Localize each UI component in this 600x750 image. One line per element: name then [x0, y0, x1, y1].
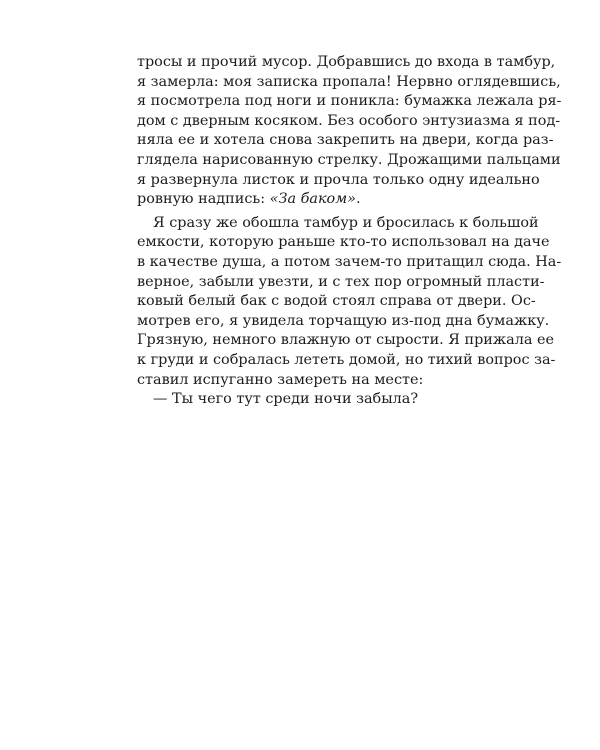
- p2-line-4: верное, забыли увезти, и с тех пор огромный пласти-: [137, 273, 545, 290]
- text-block: [137, 53, 562, 410]
- dialogue-line: — Ты чего тут среди ночи забыла?: [153, 391, 419, 408]
- p2-line-7: Грязную, немного влажную от сырости. Я прижала ее: [137, 332, 555, 349]
- p1-line-4: дом с дверным косяком. Без особого энтузиазма я под-: [137, 112, 561, 129]
- p2-line-1: Я сразу же обошла тамбур и бросилась к большой: [153, 214, 539, 231]
- p1-line-2: я замерла: моя записка пропала! Нервно оглядевшись,: [137, 73, 561, 90]
- p1-line-7: я развернула листок и прочла только одну идеально: [137, 171, 540, 188]
- p1-line-8: [137, 190, 491, 210]
- p1-line-1: тросы и прочий мусор. Добравшись до входа в тамбур,: [137, 54, 556, 70]
- p2-line-5: ковый белый бак с водой стоял справа от двери. Ос-: [137, 293, 536, 310]
- p2-line-2: емкости, которую раньше кто-то использовал на даче: [137, 234, 550, 251]
- p2-line-9: ставил испуганно замереть на месте:: [137, 371, 424, 388]
- p2-line-3: в качестве душа, а потом зачем-то притащил сюда. На-: [137, 253, 562, 270]
- p1-line-6: глядела нарисованную стрелку. Дрожащими пальцами: [137, 151, 561, 168]
- note-text-emphasis: «За баком»: [269, 191, 356, 208]
- p2-line-6: мотрев его, я увидела торчащую из-под дна бумажку.: [137, 312, 550, 329]
- p1-line-8-prefix: ровную надпись:: [137, 191, 270, 208]
- p1-line-3: я посмотрела под ноги и поникла: бумажка лежала ря-: [137, 93, 562, 110]
- p2-line-8: к груди и собралась лететь домой, но тихий вопрос за-: [137, 351, 556, 368]
- p1-line-8-suffix: .: [355, 191, 361, 208]
- p1-line-5: няла ее и хотела снова закрепить на двери, когда раз-: [137, 132, 554, 149]
